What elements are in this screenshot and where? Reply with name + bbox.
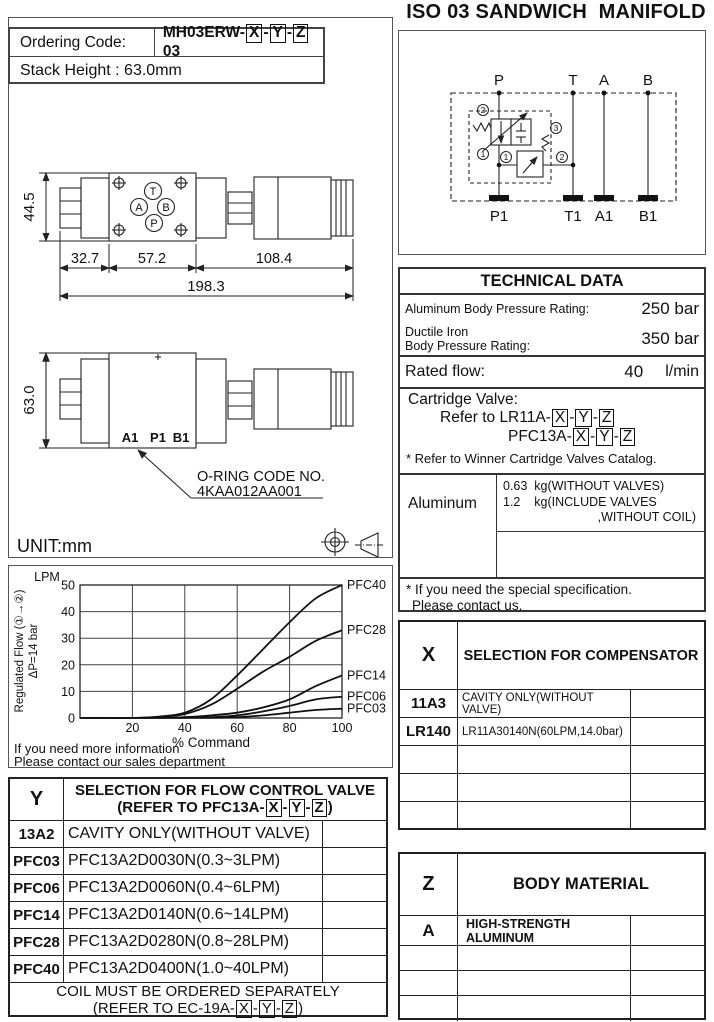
- svg-text:20: 20: [61, 658, 75, 673]
- y-axis-label: Regulated Flow (①→②): [14, 589, 26, 713]
- table-row: [10, 821, 386, 848]
- coil-note-code: (REFER TO EC-19A- X - Y - Z ): [92, 1000, 304, 1018]
- hydraulic-circuit-box: [398, 30, 706, 255]
- port-b: B: [642, 72, 654, 89]
- port-p1: P1: [489, 208, 509, 225]
- y-row-code: PFC28: [10, 929, 64, 955]
- svg-text:PFC03: PFC03: [347, 701, 386, 716]
- svg-text:PFC28: PFC28: [347, 623, 386, 638]
- table-row: [10, 956, 386, 983]
- svg-text:PFC06: PFC06: [347, 689, 386, 704]
- z-row-code: A: [400, 916, 458, 945]
- coil-note: COIL MUST BE ORDERED SEPARATELY (REFER TO EC-19A- X - Y - Z ): [56, 982, 340, 1018]
- reducing-valve-symbol: [473, 113, 531, 151]
- y-row-desc: PFC13A2D0060N(0.4~6LPM): [68, 879, 281, 896]
- stack-height-row: Stack Height : 63.0mm: [20, 61, 182, 79]
- table-row: [10, 902, 386, 929]
- svg-text:20: 20: [125, 721, 140, 735]
- y-row-desc: CAVITY ONLY(WITHOUT VALVE): [68, 825, 310, 842]
- port-p1-label: P1: [150, 430, 166, 445]
- dimension-drawing: [9, 18, 394, 559]
- page-title: ISO 03 SANDWICH MANIFOLD: [406, 1, 706, 23]
- ordering-code-row: [10, 24, 323, 60]
- rated-flow-label: Rated flow:: [405, 362, 486, 380]
- y-row-code: PFC14: [10, 902, 64, 928]
- empty-cell: [322, 848, 386, 874]
- chart-curves: [80, 585, 342, 718]
- callout-1: 1: [480, 149, 486, 159]
- empty-cell: [322, 875, 386, 901]
- x-table-header: [400, 622, 704, 690]
- x-table-key: X: [400, 622, 458, 689]
- oring-note-line2: 4KAA012AA001: [197, 484, 302, 500]
- port-a1-label: A1: [121, 430, 139, 445]
- top-view: [60, 173, 353, 241]
- callout-2: 2: [480, 105, 486, 115]
- technical-data-header: TECHNICAL DATA: [400, 269, 704, 295]
- special-spec-note: * If you need the special specification. Please contact us.: [406, 582, 632, 614]
- z-table: [398, 852, 706, 1020]
- y-row-desc: PFC13A2D0030N(0.3~3LPM): [68, 852, 281, 869]
- y-row-desc: PFC13A2D0140N(0.6~14LPM): [68, 906, 290, 923]
- table-row-empty: [400, 802, 704, 830]
- empty-cell: [322, 929, 386, 955]
- dim-44-5: 44.5: [21, 192, 38, 222]
- y-table-title-code: (REFER TO PFC13A- X - Y - Z ): [117, 799, 333, 817]
- empty-cell: [630, 690, 704, 717]
- svg-text:40: 40: [61, 605, 75, 620]
- y-table-key: Y: [10, 779, 64, 820]
- z-row-desc: HIGH-STRENGTH ALUMINUM: [466, 916, 571, 945]
- pressure-rating-section: [400, 295, 704, 357]
- y-row-code: 13A2: [10, 821, 64, 847]
- y-table-title: SELECTION FOR FLOW CONTROL VALVE (REFER TO PFC13A- X - Y - Z ): [75, 782, 375, 817]
- svg-text:PFC14: PFC14: [347, 668, 386, 683]
- front-view-labels: [17, 385, 325, 556]
- table-row: [400, 718, 704, 746]
- chart-series-labels: [347, 578, 386, 716]
- ductile-rating-label: Ductile Iron Body Pressure Rating:: [405, 324, 531, 353]
- port-p-label: P: [150, 218, 158, 230]
- empty-cell: [322, 821, 386, 847]
- ordering-code-label: Ordering Code:: [10, 29, 155, 56]
- table-row-empty: [400, 996, 704, 1021]
- x-axis-label: % Command: [171, 735, 251, 750]
- x-row-desc: LR11A30140N(60LPM,14.0bar): [462, 725, 623, 738]
- y-row-desc: PFC13A2D0280N(0.8~28LPM): [68, 933, 290, 950]
- table-row-empty: [400, 971, 704, 996]
- svg-text:30: 30: [61, 631, 75, 646]
- callout-1b: 1: [503, 152, 509, 162]
- ordering-code-value: MH03ERW- X - Y - Z03: [155, 24, 323, 60]
- dim-198-3: 198.3: [187, 278, 225, 295]
- svg-text:60: 60: [230, 721, 245, 735]
- x-row-desc: CAVITY ONLY(WITHOUT VALVE): [462, 691, 594, 716]
- table-row: [10, 875, 386, 902]
- svg-text:40: 40: [177, 721, 192, 735]
- y-table: [8, 777, 388, 1017]
- svg-text:80: 80: [282, 721, 297, 735]
- port-a-label: A: [135, 202, 143, 214]
- port-b-label: B: [162, 202, 170, 214]
- y-axis-label-2: ΔP=14 bar: [28, 623, 40, 679]
- rated-flow-section: [400, 357, 704, 389]
- table-row-empty: [400, 946, 704, 971]
- y-row-desc: PFC13A2D0400N(1.0~40LPM): [68, 960, 290, 977]
- ordering-code-box: [8, 24, 325, 84]
- port-a: A: [598, 72, 610, 89]
- dim-63-0: 63.0: [21, 385, 38, 415]
- x-row-code: LR140: [400, 718, 458, 745]
- empty-cell: [322, 956, 386, 982]
- x-row-code: 11A3: [400, 690, 458, 717]
- aluminum-rating-value: 250 bar: [641, 299, 699, 318]
- empty-cell: [630, 718, 704, 745]
- empty-cell: [630, 916, 704, 945]
- port-t: T: [568, 72, 578, 89]
- svg-text:50: 50: [61, 578, 75, 593]
- weight-table: [400, 475, 704, 579]
- empty-cell: [322, 902, 386, 928]
- projection-symbol-icon: [321, 528, 384, 557]
- oring-note-line1: O-RING CODE NO.: [197, 469, 326, 485]
- y-table-header: [10, 779, 386, 821]
- ductile-rating-value: 350 bar: [641, 329, 699, 348]
- z-table-title: BODY MATERIAL: [513, 875, 649, 893]
- y-row-code: PFC03: [10, 848, 64, 874]
- table-row: [400, 690, 704, 718]
- port-t1: T1: [564, 208, 582, 225]
- svg-text:100: 100: [331, 721, 353, 735]
- table-row-empty: [400, 746, 704, 774]
- weight-material: Aluminum: [400, 475, 497, 532]
- y-row-code: PFC06: [10, 875, 64, 901]
- cartridge-ref-pfc13a: PFC13A- X - Y - Z: [400, 427, 704, 446]
- port-b1: B1: [638, 208, 658, 225]
- callout-2b: 2: [559, 152, 565, 162]
- hydraulic-circuit-diagram: [399, 31, 707, 256]
- x-table-title: SELECTION FOR COMPENSATOR: [463, 647, 699, 664]
- dim-57-2: 57.2: [137, 251, 167, 267]
- cartridge-ref-lr11a: Refer to LR11A- X - Y - Z: [400, 408, 704, 427]
- dim-108-4: 108.4: [255, 251, 293, 267]
- chart-note-2: Please contact our sales department: [14, 754, 226, 769]
- rated-flow-unit: l/min: [665, 363, 699, 380]
- technical-data-table: [398, 267, 706, 612]
- chart-note-1: If you need more information: [14, 741, 180, 756]
- x-table: [398, 620, 706, 830]
- z-table-header: [400, 854, 704, 916]
- top-view-port-labels: [135, 186, 169, 230]
- unit-label: UNIT:mm: [17, 536, 92, 556]
- svg-text:0: 0: [68, 711, 75, 726]
- table-row: [10, 929, 386, 956]
- table-row: [10, 848, 386, 875]
- flow-chart-panel: [8, 565, 393, 768]
- y-unit-label: LPM: [34, 570, 60, 584]
- flow-chart: [9, 566, 394, 769]
- catalog-note: * Refer to Winner Cartridge Valves Catalog.: [406, 451, 657, 467]
- port-p: P: [493, 72, 505, 89]
- port-t-label: T: [149, 186, 157, 198]
- rated-flow-value: 40: [624, 362, 644, 381]
- plot-border: [80, 585, 342, 718]
- y-row-code: PFC40: [10, 956, 64, 982]
- svg-text:PFC40: PFC40: [347, 578, 386, 592]
- dim-32-7: 32.7: [70, 251, 100, 267]
- chart-gridlines: [80, 585, 342, 718]
- dimension-drawing-panel: [8, 17, 393, 558]
- weight-values: 0.63 kg(WITHOUT VALVES) 1.2 kg(INCLUDE VALVES ,WITHOUT COIL): [497, 475, 704, 532]
- aluminum-rating-label: Aluminum Body Pressure Rating:: [405, 301, 590, 316]
- z-table-key: Z: [400, 854, 458, 915]
- port-b1-label: B1: [172, 430, 190, 445]
- cartridge-valve-section: [400, 389, 704, 475]
- cartridge-title: Cartridge Valve:: [408, 391, 518, 408]
- callout-3: 3: [553, 123, 559, 133]
- port-a1: A1: [594, 208, 614, 225]
- table-row-empty: [400, 774, 704, 802]
- svg-text:10: 10: [61, 684, 75, 699]
- table-row: [400, 916, 704, 946]
